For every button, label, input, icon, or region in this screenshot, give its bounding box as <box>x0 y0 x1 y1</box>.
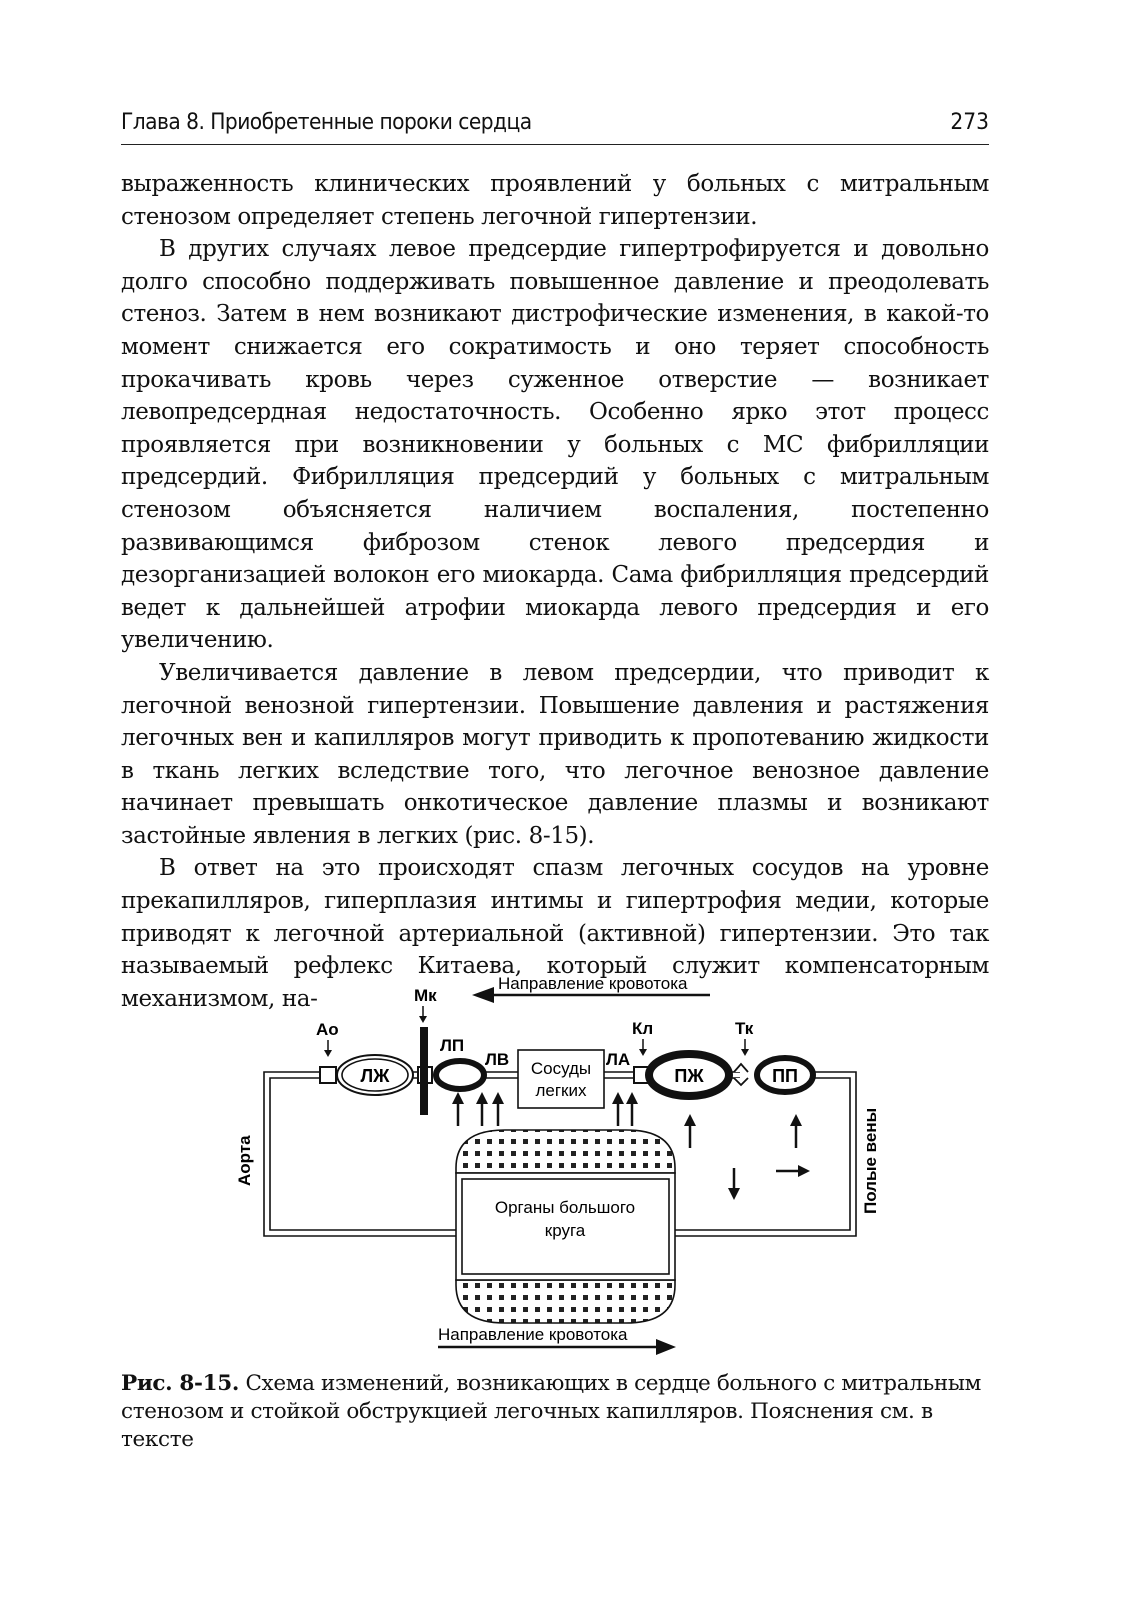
figure-caption-text: Схема изменений, возникающих в сердце больного с митральным стенозом и стойкой обструкцией легочных капилляров. Пояснения см. в тексте <box>121 1371 981 1452</box>
body-text <box>121 168 989 1015</box>
aortic-valve-box <box>320 1067 336 1083</box>
left-atrium-label: ЛП <box>440 1036 465 1055</box>
right-atrium <box>757 1058 813 1092</box>
chapter-title: Глава 8. Приобретенные пороки сердца <box>121 110 532 135</box>
right-ventricle-label: ПЖ <box>674 1066 704 1086</box>
flow-direction-bottom-label: Направление кровотока <box>438 1325 628 1344</box>
pulmonary-veins-label: ЛВ <box>485 1050 510 1069</box>
aortic-arrow-down-icon <box>324 1040 332 1057</box>
mitral-stenosis-bar <box>420 1027 428 1115</box>
aorta-label: Аорта <box>235 1135 254 1186</box>
flow-direction-top-label: Направление кровотока <box>498 974 688 993</box>
pulmonary-artery-label: ЛА <box>606 1050 631 1069</box>
running-header <box>121 110 989 145</box>
left-ventricle <box>337 1055 413 1095</box>
systemic-organs-block <box>456 1130 675 1323</box>
right-ventricle <box>649 1054 729 1096</box>
figure-8-15 <box>220 968 900 1360</box>
page-number: 273 <box>950 110 989 135</box>
paragraph-3: Увеличивается давление в левом предсердии, что приводит к легочной венозной гипертензии. Повышение давления и растяжения легочных вен и капилляров могут приводить к пропотеванию жидкости в ткань легких вследствие того, что легочное венозное давление начинает превышать онкотическое давление плазмы и возникают застойные явления в легких (рис. 8-15). <box>121 659 989 849</box>
circulation-diagram <box>220 968 900 1360</box>
tricuspid-valve-label: Тк <box>735 1019 754 1038</box>
lung-vessels-box <box>518 1050 604 1108</box>
tk-arrow-down-icon <box>741 1039 749 1056</box>
paragraph-4: В ответ на это происходят спазм легочных сосудов на уровне прекапилляров, гиперплазия интимы и гипертрофия медии, которые приводят к легочной артериальной (активной) гипертензии. Это так называемый рефлекс Китаева, который служит компенсаторным механизмом, на- <box>121 855 989 1012</box>
paragraph-1: выраженность клинических проявлений у больных с митральным стенозом определяет степень легочной гипертензии. <box>121 171 989 230</box>
left-atrium <box>436 1061 484 1089</box>
tricuspid-valve-icon <box>734 1064 748 1085</box>
right-atrium-label: ПП <box>772 1066 798 1086</box>
down-arrow-icon <box>728 1168 740 1200</box>
left-ventricle-label: ЛЖ <box>360 1066 390 1086</box>
mitral-arrow-down-icon <box>419 1006 427 1023</box>
right-arrow-icon <box>776 1165 810 1177</box>
kl-arrow-down-icon <box>639 1039 647 1056</box>
systemic-organs-label-line2: круга <box>544 1221 586 1240</box>
lung-vessels-label-line1: Сосуды <box>530 1059 592 1078</box>
systemic-organs-label-line1: Органы большого <box>494 1198 636 1217</box>
figure-caption-label: Рис. 8-15. <box>121 1371 239 1396</box>
vena-cava-label: Полые вены <box>861 1107 880 1214</box>
lung-vessels-label-line2: легких <box>535 1081 587 1100</box>
paragraph-2: В других случаях левое предсердие гипертрофируется и довольно долго способно поддерживать повышенное давление и преодолевать стеноз. Затем в нем возникают дистрофические изменения, в какой-то момент снижается его сократимость и оно теряет способность прокачивать кровь через суженное отверстие — возникает левопредсердная недостаточность. Особенно ярко этот процесс проявляется при возникновении у больных с МС фибрилляции предсердий. Фибрилляция предсердий у больных с митральным стенозом объясняется наличием воспаления, постепенно развивающимся фиброзом стенок левого предсердия и дезорганизацией волокон его миокарда. Сама фибрилляция предсердий ведет к дальнейшей атрофии миокарда левого предсердия и его увеличению. <box>121 236 989 654</box>
pulmonary-valve-label: Кл <box>632 1019 654 1038</box>
aortic-valve-label: Ао <box>316 1020 339 1039</box>
figure-caption <box>121 1370 989 1454</box>
mitral-valve-label: Мк <box>414 986 437 1005</box>
